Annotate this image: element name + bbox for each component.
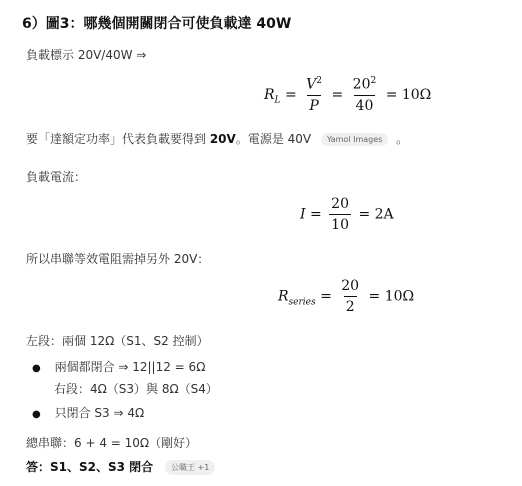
bullet-1-text: 兩個都閉合 ⇒ 12||12 = 6Ω	[54, 360, 206, 374]
eq3-result: = 10Ω	[368, 288, 415, 305]
rated-power-line	[26, 130, 408, 147]
answer-text: 答：S1、S2、S3 閉合	[26, 460, 154, 474]
eq2-fraction	[329, 196, 351, 233]
rated-text-before: 要「達額定功率」代表負載要得到	[26, 132, 210, 146]
eq3-fraction	[339, 278, 361, 315]
image-source-chip[interactable]: Yamol Images	[321, 133, 388, 146]
eq1-fraction-1	[304, 76, 324, 114]
eq2-result: = 2A	[358, 206, 394, 223]
current-label: 負載電流：	[26, 170, 87, 184]
eq3-lhs: R	[278, 288, 289, 305]
right-section-text: 右段：4Ω（S3）與 8Ω（S4）	[54, 382, 218, 396]
eq1-num1: V	[306, 76, 317, 93]
eq1-lhs: R	[264, 86, 275, 103]
total-series-text: 總串聯：6 + 4 = 10Ω（剛好）	[26, 436, 198, 450]
series-resistance-equation: $R_{series}$ = $\frac{20}{2}$ = 10Ω	[278, 278, 415, 315]
bullet-2-text: 只閉合 S3 ⇒ 4Ω	[54, 406, 145, 420]
section-heading: 6）圖3：哪幾個開關閉合可使負載達 40W	[22, 16, 292, 32]
eq1-num1-sup: 2	[316, 76, 323, 86]
eq1-den1: P	[307, 95, 320, 114]
eq1-lhs-sub: L	[274, 95, 281, 106]
bullet-2-dot: ●	[32, 409, 41, 420]
left-section-text: 左段：兩個 12Ω（S1、S2 控制）	[26, 334, 209, 348]
eq1-num2: 20	[352, 76, 371, 93]
eq1-num2-sup: 2	[370, 76, 377, 86]
load-rating-text: 負載標示 20V/40W ⇒	[26, 48, 147, 62]
eq1-fraction-2	[351, 76, 379, 114]
eq2-lhs: I	[300, 206, 306, 223]
current-equation: I = $\frac{20}{10}$ = 2A	[300, 196, 394, 233]
eq1-result: = 10Ω	[385, 86, 432, 103]
answer-line	[26, 458, 215, 475]
series-label: 所以串聯等效電阻需掉另外 20V：	[26, 252, 210, 266]
rated-text-after: 。電源是 40V	[235, 132, 312, 146]
bullet-2-item	[32, 404, 144, 421]
rated-text-end: 。	[396, 132, 409, 146]
eq2-den: 10	[329, 214, 351, 233]
bullet-1-dot: ●	[32, 363, 41, 374]
eq3-lhs-sub: series	[288, 297, 316, 308]
eq3-num: 20	[341, 278, 360, 294]
rated-text-bold: 20V	[209, 132, 236, 146]
bullet-1-item	[32, 358, 205, 375]
source-chip[interactable]: 公職王 +1	[165, 460, 215, 475]
eq1-den2: 40	[354, 95, 376, 114]
eq2-num: 20	[331, 196, 349, 212]
load-resistance-equation: $R_L$ = $\frac{V^2}{P}$ = $\frac{20^2}{40}$ = 10Ω	[264, 76, 432, 114]
eq3-den: 2	[344, 296, 357, 315]
